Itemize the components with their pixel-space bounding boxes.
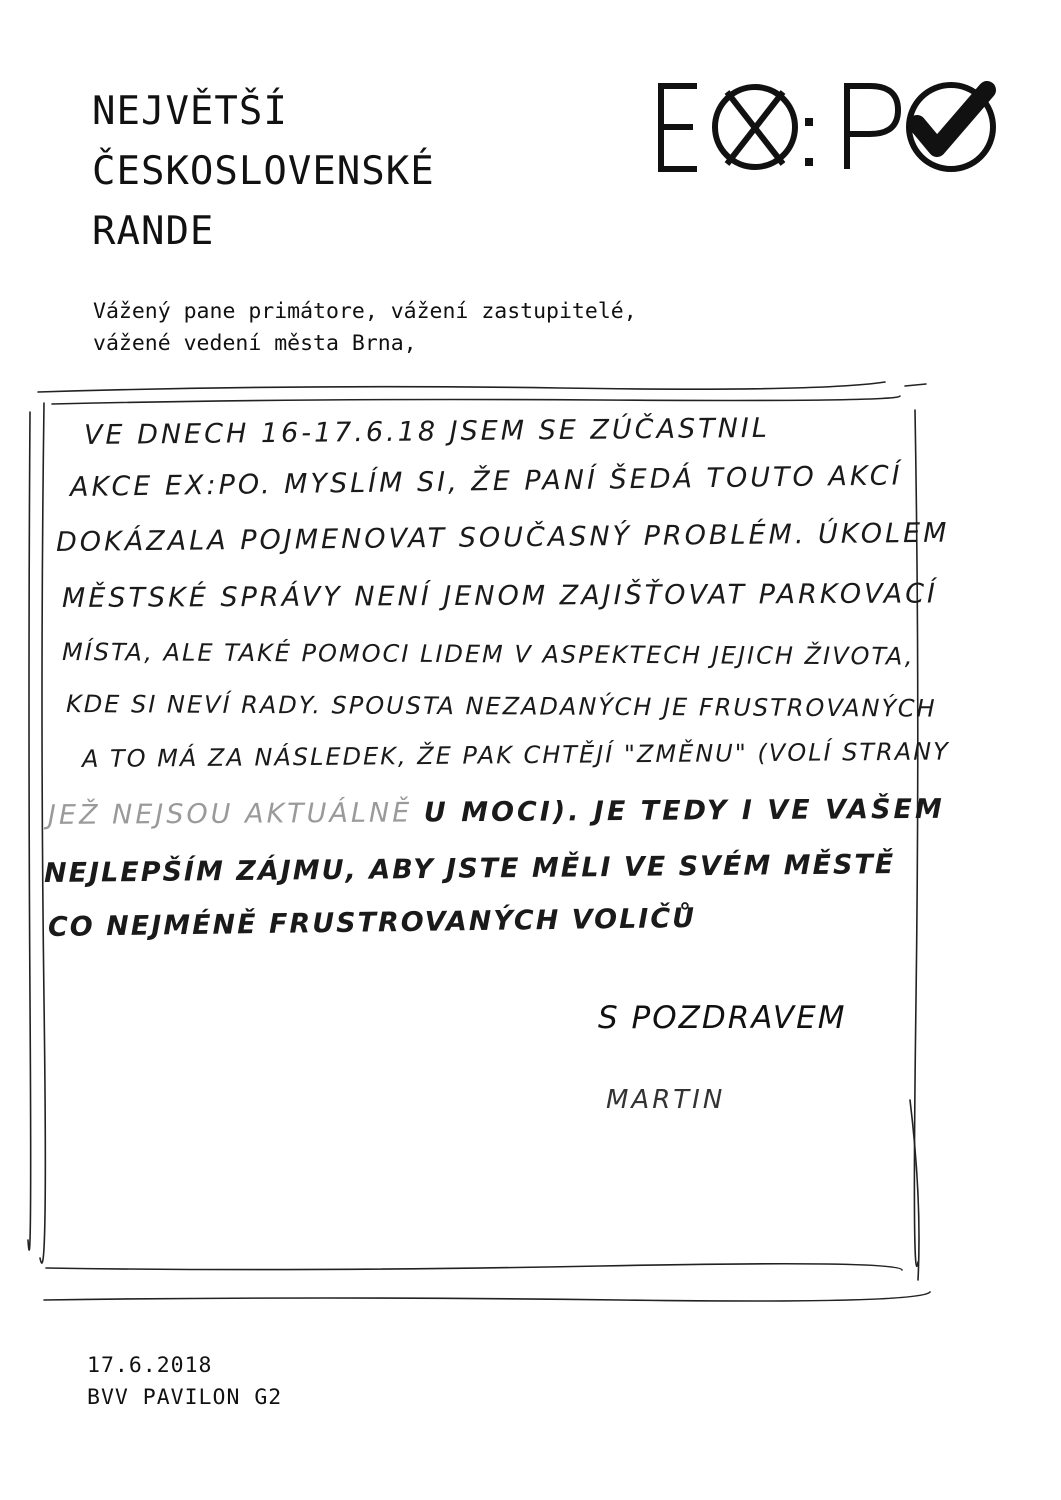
salutation-line-2: vážené vedení města Brna, [93,331,417,356]
letter-line-10: CO NEJMÉNĚ FRUSTROVANÝCH VOLIČŮ [47,902,697,943]
letter-line-7: A TO MÁ ZA NÁSLEDEK, ŽE PAK CHTĚJÍ "ZMĚNU" (VOLÍ STRANY [81,737,950,773]
letter-line-4: MĚSTSKÉ SPRÁVY NENÍ JENOM ZAJIŠŤOVAT PARKOVACÍ [61,578,939,614]
letter-line-3: DOKÁZALA POJMENOVAT SOUČASNÝ PROBLÉM. ÚKOLEM [55,517,950,558]
letter-line-5: MÍSTA, ALE TAKÉ POMOCI LIDEM V ASPEKTECH JEJICH ŽIVOTA, [61,638,915,671]
letter-line-9: NEJLEPŠÍM ZÁJMU, ABY JSTE MĚLI VE SVÉM MĚSTĚ [43,849,896,889]
letter-line-8-faded: JEŽ NEJSOU AKTUÁLNĚ [47,797,413,831]
event-venue: BVV PAVILON G2 [87,1385,283,1410]
letter-line-2: AKCE EX:PO. MYSLÍM SI, ŽE PANÍ ŠEDÁ TOUTO AKCÍ [69,460,903,503]
letter-closing: S POZDRAVEM [598,1000,847,1036]
letter-signature: MARTIN [606,1085,726,1115]
title-line-3: RANDE [92,209,215,254]
letter-line-8 [48,794,945,831]
title-line-1: NEJVĚTŠÍ [92,89,288,134]
letter-line-8-strong: U MOCI). JE TEDY I VE VAŠEM [423,793,945,829]
event-footer [87,1350,282,1414]
salutation-line-1: Vážený pane primátore, vážení zastupitelé, [93,299,637,324]
title-line-2: ČESKOSLOVENSKÉ [92,149,435,194]
letter-line-6: KDE SI NEVÍ RADY. SPOUSTA NEZADANÝCH JE FRUSTROVANÝCH [65,690,937,723]
event-date: 17.6.2018 [87,1353,213,1378]
letter-line-1: VE DNECH 16-17.6.18 JSEM SE ZÚČASTNIL [83,412,770,451]
